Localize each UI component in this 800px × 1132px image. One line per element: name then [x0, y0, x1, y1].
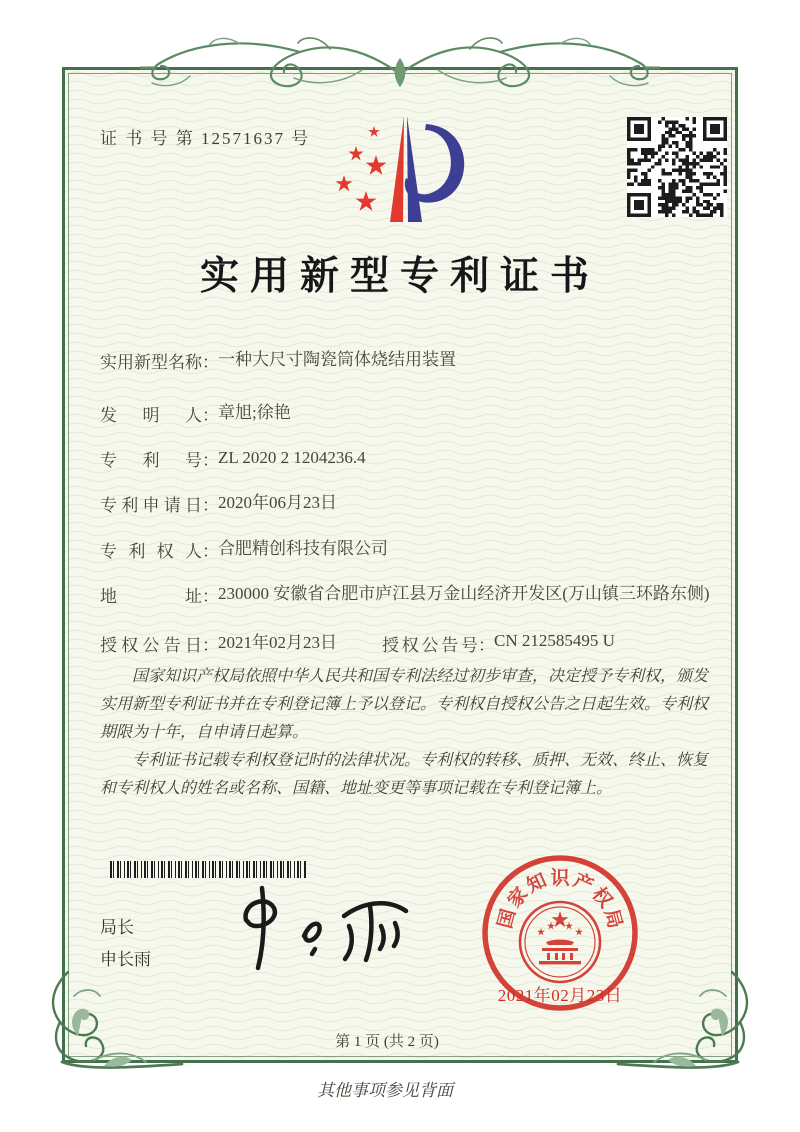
- seal-char: 权: [587, 883, 616, 913]
- field-label: 实用新型名称: [100, 353, 202, 372]
- field-value: 2020年06月23日: [218, 493, 337, 512]
- legal-paragraph-2: 专利证书记载专利权登记时的法律状况。专利权的转移、质押、无效、终止、恢复和专利权人的姓名或名称、国籍、地址变更等事项记载在专利登记簿上。: [100, 752, 709, 797]
- field-label: 授权公告号: [382, 636, 478, 655]
- field-colon: ：: [202, 353, 219, 372]
- field-row-name: [100, 348, 720, 373]
- seal-char: 家: [504, 883, 533, 913]
- back-side-note: 其他事项参见背面: [317, 1081, 453, 1100]
- legal-paragraph-1: 国家知识产权局依照中华人民共和国专利法经过初步审查，决定授予专利权，颁发实用新型专利证书并在专利登记簿上予以登记。专利权自授权公告之日起生效。专利权期限为十年，自申请日起算。: [100, 668, 709, 741]
- commissioner-signature: [218, 878, 418, 978]
- field-colon: ：: [202, 587, 219, 606]
- field-label: 专利申请日: [100, 496, 202, 515]
- seal-char: 产: [569, 870, 597, 898]
- field-colon: ：: [478, 636, 495, 655]
- seal-char: 识: [550, 868, 570, 889]
- field-row-grant: [100, 631, 720, 656]
- commissioner-role: 局长: [100, 918, 134, 937]
- page-number: 第 1 页 (共 2 页): [335, 1034, 439, 1050]
- field-row-patent-no: [100, 446, 720, 471]
- barcode: [110, 861, 306, 878]
- field-label: 地址: [100, 587, 202, 606]
- qr-code: [627, 117, 727, 217]
- field-label: 发明人: [100, 406, 202, 425]
- seal-date: 2021年02月23日: [497, 986, 623, 1005]
- field-value: 章旭;徐艳: [218, 403, 291, 422]
- field-row-address: [100, 582, 720, 607]
- seal-char: 国: [494, 906, 520, 931]
- field-row-patentee: [100, 537, 720, 562]
- field-value: CN 212585495 U: [494, 631, 615, 650]
- legal-text: [100, 663, 714, 803]
- field-row-inventor: [100, 401, 720, 426]
- field-value: 230000 安徽省合肥市庐江县万金山经济开发区(万山镇三环路东侧): [218, 584, 710, 603]
- field-value: ZL 2020 2 1204236.4: [218, 448, 366, 467]
- field-label: 专利号: [100, 451, 202, 470]
- field-label: 授权公告日: [100, 636, 202, 655]
- field-colon: ：: [202, 496, 219, 515]
- seal-char: 知: [523, 870, 551, 898]
- field-colon: ：: [202, 406, 219, 425]
- field-row-filing-date: [100, 491, 720, 516]
- grant-publication-no: [382, 631, 615, 656]
- corner-flourish-bottom-left: [34, 966, 184, 1078]
- cnipa-logo-icon: [330, 110, 472, 228]
- field-value: 2021年02月23日: [218, 633, 337, 652]
- field-label: 专利权人: [100, 542, 202, 561]
- certificate-number: 证 书 号 第 12571637 号: [100, 129, 311, 148]
- field-value: 一种大尺寸陶瓷筒体烧结用装置: [218, 350, 456, 369]
- top-ornament: [140, 28, 660, 100]
- seal-char: 局: [600, 906, 626, 931]
- national-emblem-icon: [520, 902, 600, 982]
- field-value: 合肥精创科技有限公司: [218, 539, 388, 558]
- field-colon: ：: [202, 542, 219, 561]
- certificate-title: 实用新型专利证书: [199, 255, 600, 298]
- commissioner-name: 申长雨: [100, 950, 151, 969]
- field-colon: ：: [202, 636, 219, 655]
- field-colon: ：: [202, 451, 219, 470]
